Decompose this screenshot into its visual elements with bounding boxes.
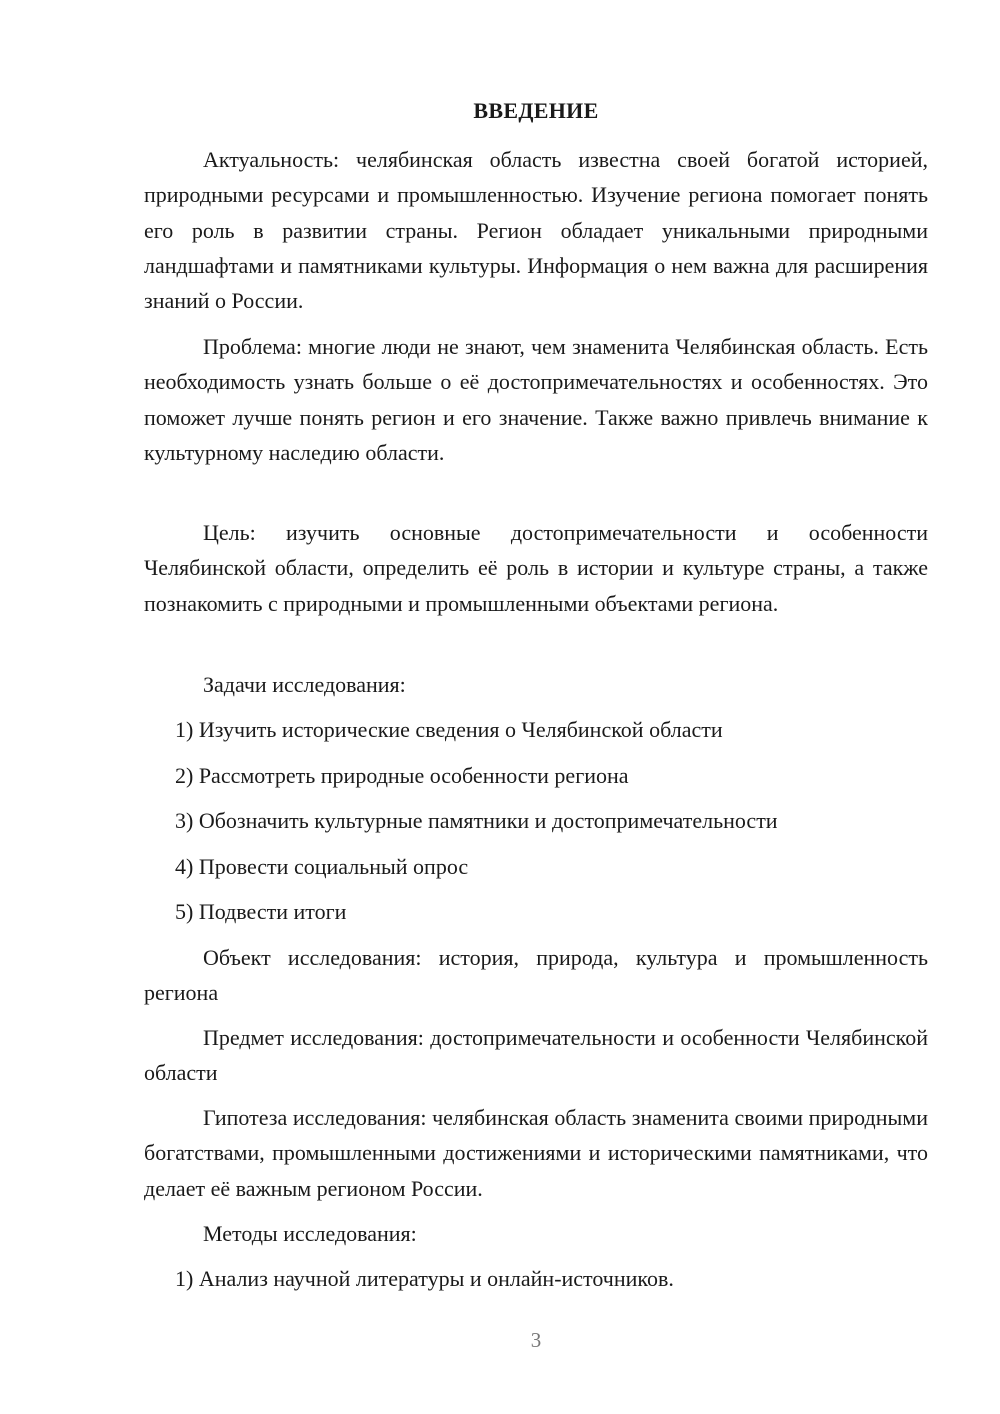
task-item: 1) Изучить исторические сведения о Челябинской области (175, 717, 723, 742)
section-title: ВВЕДЕНИЕ (473, 98, 599, 123)
task-item: 3) Обозначить культурные памятники и достопримечательности (175, 808, 778, 833)
page-number: 3 (530, 1328, 542, 1352)
task-item: 5) Подвести итоги (175, 899, 347, 924)
method-item: 1) Анализ научной литературы и онлайн-источников. (175, 1266, 674, 1291)
subject-paragraph: Предмет исследования: достопримечательности и особенности Челябинской области (144, 1025, 928, 1086)
goal-paragraph: Цель: изучить основные достопримечательности и особенности Челябинской области, определить её роль в истории и культуре страны, а также познакомить с природными и промышленными объектами региона. (144, 520, 928, 616)
hypothesis-paragraph: Гипотеза исследования: челябинская область знаменита своими природными богатствами, промышленными достижениями и историческими памятниками, что делает её важным регионом России. (144, 1105, 928, 1201)
relevance-paragraph: Актуальность: челябинская область известна своей богатой историей, природными ресурсами и промышленностью. Изучение региона помогает понять его роль в развитии страны. Регион обладает уникальными природными ландшафтами и памятниками культуры. Информация о нем важна для расширения знаний о России. (144, 147, 928, 314)
task-item: 4) Провести социальный опрос (175, 854, 469, 879)
methods-heading: Методы исследования: (203, 1221, 417, 1246)
task-item: 2) Рассмотреть природные особенности региона (175, 763, 629, 788)
object-paragraph: Объект исследования: история, природа, культура и промышленность региона (144, 945, 928, 1006)
problem-paragraph: Проблема: многие люди не знают, чем знаменита Челябинская область. Есть необходимость узнать больше о её достопримечательностях и особенностях. Это поможет лучше понять регион и его значение. Также важно привлечь внимание к культурному наследию области. (144, 334, 928, 465)
tasks-heading: Задачи исследования: (203, 672, 406, 697)
